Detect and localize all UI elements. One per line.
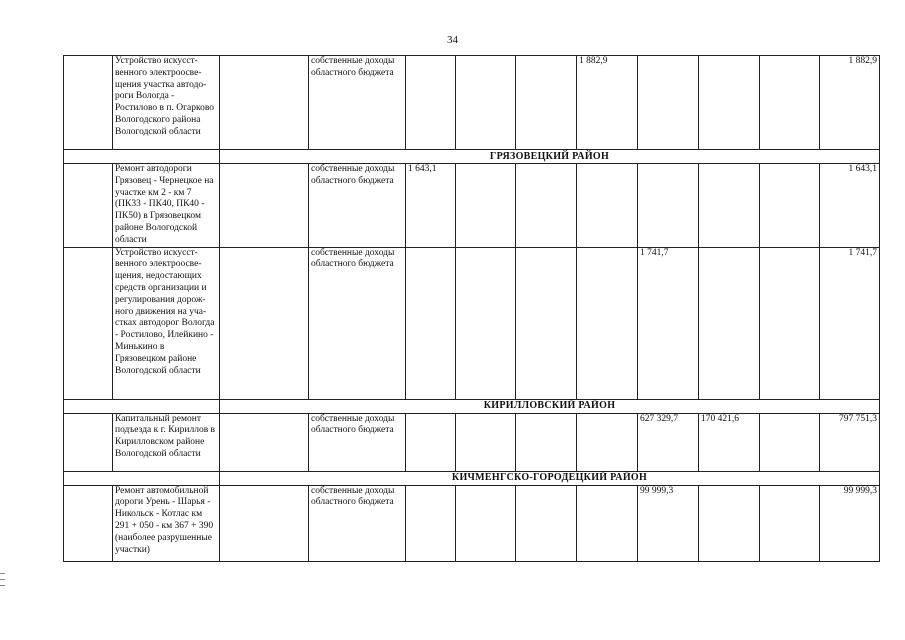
empty-cell	[64, 247, 113, 399]
amount-cell	[516, 164, 577, 248]
amount-cell	[456, 247, 516, 399]
amount-cell	[406, 247, 456, 399]
total-cell: 797 751,3	[820, 413, 880, 471]
district-name: КИЧМЕНГСКО-ГОРОДЕЦКИЙ РАЙОН	[220, 471, 880, 485]
funding-source: собственные доходы областного бюджета	[309, 56, 406, 150]
empty-cell	[220, 413, 309, 471]
amount-cell	[406, 413, 456, 471]
project-row	[64, 485, 880, 561]
amount-cell	[699, 247, 760, 399]
empty-cell	[64, 413, 113, 471]
project-description: Ремонт автодороги Грязовец - Чернецкое на участке км 2 - км 7 (ПК33 - ПК40, ПК40 - ПК50) в Грязовецком районе Вологодской области	[113, 164, 220, 248]
amount-cell	[577, 164, 638, 248]
amount-cell	[456, 164, 516, 248]
funding-source: собственные доходы областного бюджета	[309, 164, 406, 248]
total-cell: 1 882,9	[820, 56, 880, 150]
amount-cell	[760, 413, 820, 471]
amount-cell	[577, 247, 638, 399]
amount-cell: 1 882,9	[577, 56, 638, 150]
empty-cell	[220, 56, 309, 150]
amount-cell: 1 643,1	[406, 164, 456, 248]
project-row	[64, 247, 880, 399]
district-row	[64, 399, 880, 413]
amount-cell	[577, 413, 638, 471]
amount-cell	[516, 247, 577, 399]
empty-cell	[220, 485, 309, 561]
total-cell: 99 999,3	[820, 485, 880, 561]
margin-mark	[0, 585, 5, 586]
funding-source: собственные доходы областного бюджета	[309, 247, 406, 399]
district-row	[64, 471, 880, 485]
amount-cell	[516, 485, 577, 561]
district-blank-cell	[64, 150, 220, 164]
amount-cell	[699, 164, 760, 248]
district-blank-cell	[64, 471, 220, 485]
project-row	[64, 413, 880, 471]
total-cell: 1 741,7	[820, 247, 880, 399]
district-blank-cell	[64, 399, 220, 413]
district-row	[64, 150, 880, 164]
amount-cell	[638, 164, 699, 248]
project-row	[64, 164, 880, 248]
amount-cell: 1 741,7	[638, 247, 699, 399]
amount-cell	[406, 485, 456, 561]
amount-cell	[760, 247, 820, 399]
empty-cell	[64, 485, 113, 561]
amount-cell	[699, 485, 760, 561]
budget-table-body	[64, 56, 880, 562]
amount-cell	[456, 56, 516, 150]
empty-cell	[220, 164, 309, 248]
amount-cell	[638, 56, 699, 150]
amount-cell: 627 329,7	[638, 413, 699, 471]
amount-cell	[516, 413, 577, 471]
margin-mark	[0, 579, 5, 580]
funding-source: собственные доходы областного бюджета	[309, 413, 406, 471]
project-description: Устройство искусст-венного электроосве-щения участка автодо-роги Вологда - Ростилово в п. Огарково Вологодского района Вологодской области	[113, 56, 220, 150]
amount-cell: 170 421,6	[699, 413, 760, 471]
funding-source: собственные доходы областного бюджета	[309, 485, 406, 561]
amount-cell	[760, 164, 820, 248]
amount-cell	[577, 485, 638, 561]
amount-cell: 99 999,3	[638, 485, 699, 561]
amount-cell	[406, 56, 456, 150]
project-description: Устройство искусст-венного электроосве-щения, недостающих средств организации и регулирования дорож-ного движения на уча-стках автодорог Вологда - Ростилово, Илейкино - Минькино в Грязовецком районе Вологодской области	[113, 247, 220, 399]
empty-cell	[64, 164, 113, 248]
amount-cell	[699, 56, 760, 150]
budget-table	[63, 55, 880, 562]
empty-cell	[220, 247, 309, 399]
project-description: Капитальный ремонт подъезда к г. Кириллов в Кирилловском районе Вологодской области	[113, 413, 220, 471]
amount-cell	[760, 56, 820, 150]
total-cell: 1 643,1	[820, 164, 880, 248]
empty-cell	[64, 56, 113, 150]
page-number: 34	[447, 34, 458, 46]
margin-mark	[0, 573, 5, 574]
amount-cell	[760, 485, 820, 561]
district-name: ГРЯЗОВЕЦКИЙ РАЙОН	[220, 150, 880, 164]
amount-cell	[456, 485, 516, 561]
project-row	[64, 56, 880, 150]
district-name: КИРИЛЛОВСКИЙ РАЙОН	[220, 399, 880, 413]
project-description: Ремонт автомобильной дороги Урень - Шарья - Никольск - Котлас км 291 + 050 - км 367 + 390 (наиболее разрушенные участки)	[113, 485, 220, 561]
amount-cell	[456, 413, 516, 471]
amount-cell	[516, 56, 577, 150]
